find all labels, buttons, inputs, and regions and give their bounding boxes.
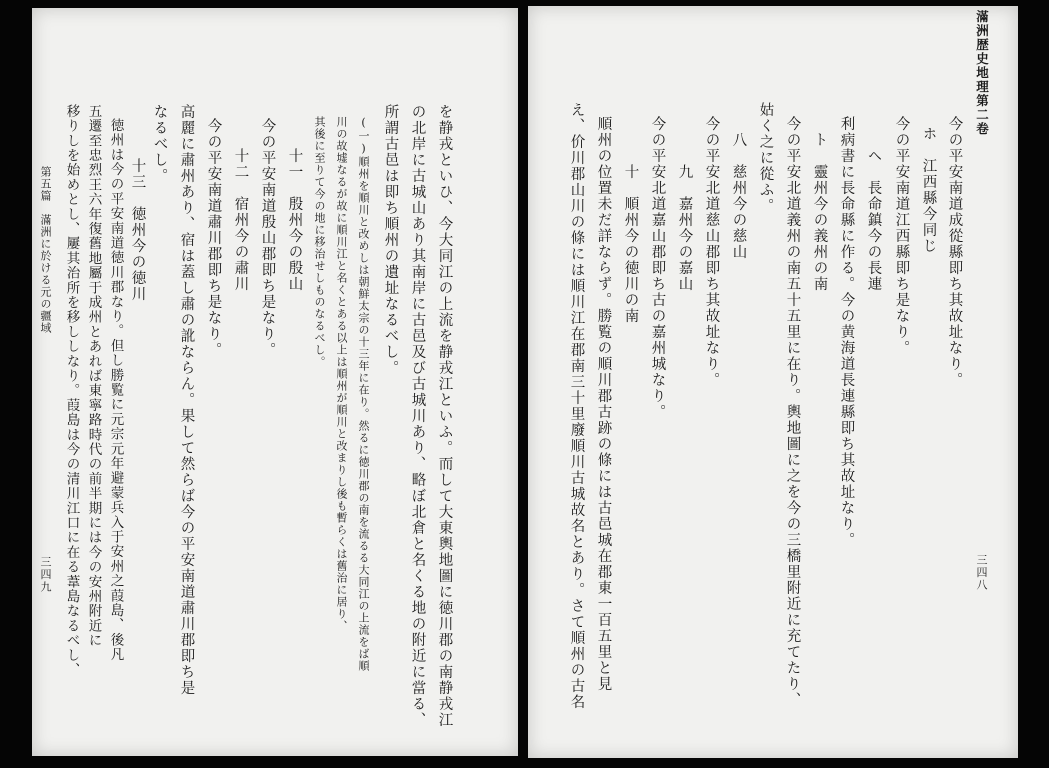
text-line: 移りしを始めとし、屢其治所を移ししなり。葭島は今の清川江口に在る葦島なるべし、 [63, 104, 80, 678]
text-line: なるべし。 [151, 104, 168, 184]
text-line: 十一 殷州今の殷山 [286, 148, 303, 292]
text-line: の北岸に古城山あり其南岸に古邑及び古城川あり、略ぼ北倉と名くる地の附近に當る、 [409, 104, 426, 728]
text-line: を静戎といひ、今大同江の上流を静戎江といふ。而して大東輿地圖に徳川郡の南静戎江 [436, 104, 453, 728]
page-number: 三四九 [39, 556, 52, 594]
text-line: 九 嘉州今の嘉山 [676, 164, 693, 292]
text-line: 五遷至忠烈王六年復舊地屬于成州とあれば東寧路時代の前半期には今の安州附近に [85, 104, 102, 648]
text-line: 所謂古邑は即ち順州の遺址なるべし。 [382, 104, 399, 376]
text-line: 利病書に長命縣に作る。今の黄海道長連縣即ち其故址なり。 [838, 116, 855, 548]
text-line: 今の平安南道肅川郡即ち是なり。 [205, 118, 222, 358]
text-line: 十三 徳州今の徳川 [129, 158, 146, 302]
text-line: え、价川郡山川の條には順川江在郡南三十里廢順川古城故名とあり。さて順州の古名 [568, 102, 585, 710]
text-line: ト 靈州今の義州の南 [811, 132, 828, 292]
text-line: 十二 宿州今の肅川 [232, 148, 249, 292]
text-line: 今の平安北道嘉山郡即ち古の嘉州城なり。 [649, 116, 666, 420]
text-line: 今の平安南道江西縣即ち是なり。 [893, 116, 910, 356]
right-page [528, 6, 1018, 758]
text-line: 今の平安南道殷山郡即ち是なり。 [259, 118, 276, 358]
text-line: 徳州は今の平安南道徳川郡なり。但し勝覧に元宗元年避蒙兵入于安州之葭島、後凡 [107, 118, 124, 662]
text-line: 順州の位置未だ詳ならず。勝覧の順川郡古跡の條には古邑城在郡東一百五里と見 [595, 116, 612, 692]
text-line: 十 順州今の徳川の南 [622, 164, 639, 324]
text-line: 今の平安南道成從縣即ち其故址なり。 [946, 116, 963, 388]
text-line: 今の平安北道慈山郡即ち其故址なり。 [703, 116, 720, 388]
footer-chapter: 第五篇 滿洲に於ける元の疆域 [39, 166, 52, 334]
note-line: 川の故墟なるが故に順川江と名くとある以上は順州が順川と改まりし後も暫らくは舊治に居り、 [335, 116, 348, 632]
note-line: 其後に至りて今の地に移治せしものなるべし。 [313, 116, 326, 368]
text-line: ヘ 長命鎮今の長連 [865, 148, 882, 292]
text-line: ホ 江西縣今同じ [920, 126, 937, 254]
running-head: 滿洲歴史地理第二卷 [974, 10, 990, 136]
text-line: 今の平安北道義州の南五十五里に在り。輿地圖に之を今の三橋里附近に充てたり、 [784, 116, 801, 708]
text-line: 高麗に肅州あり、宿は蓋し肅の訛ならん。果して然らば今の平安南道肅川郡即ち是 [178, 104, 195, 696]
page-number: 三四八 [975, 554, 988, 592]
text-line: 八 慈州今の慈山 [730, 132, 747, 260]
left-page [32, 8, 518, 756]
text-line: 姑く之に從ふ。 [757, 102, 774, 214]
note-line: (一)順州を順川と改めしは朝鮮太宗の十三年に在り。然るに徳川郡の南を流るる大同江の上流をば順 [357, 116, 370, 672]
